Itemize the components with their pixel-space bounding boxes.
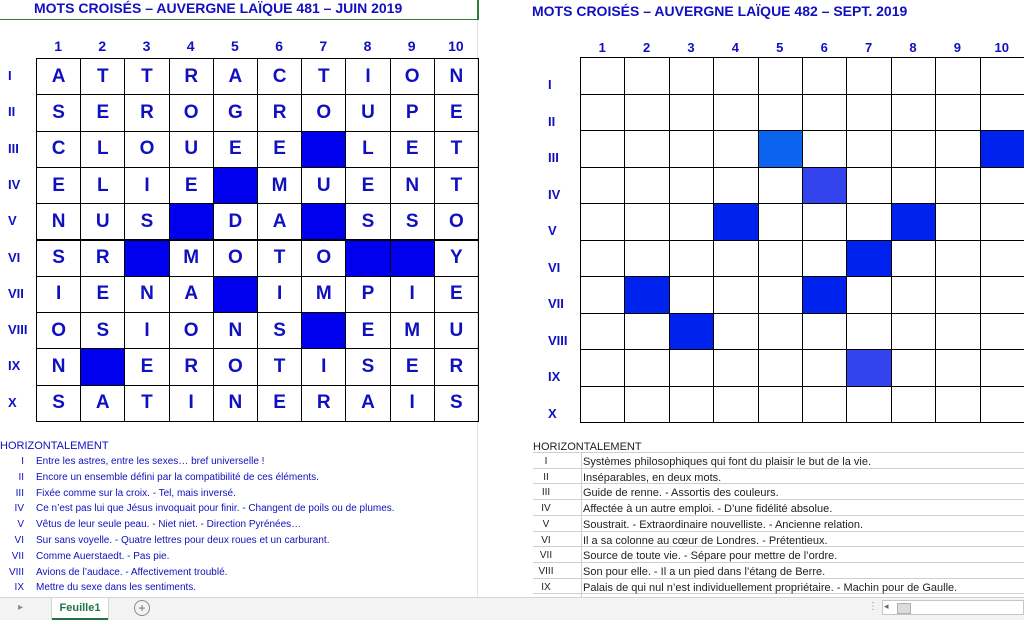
empty-cell	[846, 313, 891, 351]
black-square	[124, 240, 169, 277]
letter-cell: A	[213, 58, 258, 95]
letter-cell: E	[124, 348, 169, 385]
letter-cell: T	[124, 385, 169, 422]
selected-cell-border	[0, 19, 478, 20]
empty-cell	[713, 94, 758, 132]
letter-cell: Y	[434, 240, 479, 277]
empty-cell	[580, 386, 625, 424]
letter-cell: T	[257, 348, 302, 385]
empty-cell	[980, 276, 1024, 314]
letter-cell: N	[213, 385, 258, 422]
black-square	[169, 203, 214, 240]
black-square	[891, 203, 936, 241]
letter-cell: D	[213, 203, 258, 240]
clue-number: I	[21, 456, 24, 467]
column-number: 2	[642, 40, 651, 55]
row-label: V	[8, 213, 17, 229]
empty-cell	[980, 386, 1024, 424]
letter-cell: S	[36, 240, 81, 277]
black-square	[669, 313, 714, 351]
column-number: 8	[363, 38, 372, 54]
row-label: IX	[8, 358, 21, 374]
empty-cell	[935, 94, 980, 132]
black-square	[80, 348, 125, 385]
empty-cell	[802, 94, 847, 132]
letter-cell: O	[301, 240, 346, 277]
clue-text: Son pour elle. - Il a un pied dans l’étang de Berre.	[583, 565, 826, 578]
row-label: VIII	[8, 322, 28, 338]
clue-text: Affectée à un autre emploi. - D’une fidélité absolue.	[583, 503, 833, 516]
letter-cell: U	[345, 94, 390, 131]
letter-cell: E	[257, 131, 302, 168]
clue-number: IV	[14, 503, 24, 515]
column-number: 1	[54, 38, 62, 54]
letter-cell: S	[390, 203, 435, 240]
letter-cell: S	[345, 203, 390, 240]
empty-cell	[935, 240, 980, 278]
clue-text: Systèmes philosophiques qui font du plaisir le but de la vie.	[583, 456, 872, 468]
clue-text: Il a sa colonne au cœur de Londres. - Prétentieux.	[583, 534, 828, 547]
right-puzzle-title: MOTS CROISÉS – AUVERGNE LAÏQUE 482 – SEPT. 2019	[532, 3, 908, 19]
empty-cell	[802, 386, 847, 424]
empty-cell	[980, 349, 1024, 387]
letter-cell: L	[345, 131, 390, 168]
black-square	[301, 131, 346, 168]
letter-cell: N	[213, 312, 258, 349]
empty-cell	[758, 240, 803, 278]
horizontal-scrollbar[interactable]	[882, 600, 1024, 615]
letter-cell: N	[36, 203, 81, 240]
empty-cell	[624, 203, 669, 241]
column-number: 2	[98, 38, 107, 54]
letter-cell: E	[36, 167, 81, 204]
letter-cell: I	[301, 348, 346, 385]
empty-cell	[846, 130, 891, 168]
row-label: X	[8, 394, 17, 410]
empty-cell	[935, 386, 980, 424]
empty-cell	[980, 57, 1024, 95]
empty-cell	[713, 313, 758, 351]
clue-number: VIII	[8, 566, 24, 578]
empty-cell	[669, 276, 714, 314]
clue-text: Mettre du sexe dans les sentiments.	[36, 582, 197, 594]
letter-cell: A	[257, 203, 302, 240]
letter-cell: L	[80, 167, 125, 204]
black-square	[980, 130, 1024, 168]
empty-cell	[669, 167, 714, 205]
empty-cell	[713, 276, 758, 314]
letter-cell: M	[257, 167, 302, 204]
empty-cell	[846, 203, 891, 241]
letter-cell: U	[301, 167, 346, 204]
letter-cell: I	[390, 385, 435, 422]
black-square	[345, 240, 390, 277]
letter-cell: P	[390, 94, 435, 131]
letter-cell: T	[80, 58, 125, 95]
letter-cell: O	[301, 94, 346, 131]
letter-cell: I	[36, 276, 81, 313]
letter-cell: U	[80, 203, 125, 240]
row-label: I	[8, 68, 12, 83]
letter-cell: O	[36, 312, 81, 349]
letter-cell: E	[434, 276, 479, 313]
letter-cell: T	[434, 131, 479, 168]
empty-cell	[669, 57, 714, 95]
black-square	[301, 312, 346, 349]
column-number: 4	[731, 40, 739, 55]
empty-cell	[846, 94, 891, 132]
empty-cell	[758, 57, 803, 95]
empty-cell	[891, 94, 936, 132]
empty-cell	[891, 349, 936, 387]
column-number: 8	[909, 40, 917, 55]
letter-cell: R	[169, 348, 214, 385]
empty-cell	[758, 167, 803, 205]
empty-cell	[891, 167, 936, 205]
empty-cell	[624, 57, 669, 95]
row-label: I	[548, 77, 552, 92]
black-square	[390, 240, 435, 277]
letter-cell: T	[124, 58, 169, 95]
empty-cell	[802, 313, 847, 351]
row-label: IV	[8, 176, 21, 192]
letter-cell: A	[36, 58, 81, 95]
empty-cell	[713, 57, 758, 95]
letter-cell: S	[345, 348, 390, 385]
letter-cell: U	[169, 131, 214, 168]
empty-cell	[669, 386, 714, 424]
clue-number: VII	[539, 550, 553, 562]
letter-cell: R	[169, 58, 214, 95]
clue-number: IX	[14, 582, 24, 594]
row-label: VII	[8, 285, 24, 301]
empty-cell	[935, 57, 980, 95]
empty-cell	[846, 167, 891, 205]
column-number: 3	[687, 40, 695, 55]
letter-cell: E	[80, 276, 125, 313]
column-number: 5	[230, 38, 239, 54]
empty-cell	[758, 386, 803, 424]
letter-cell: S	[124, 203, 169, 240]
letter-cell: C	[36, 131, 81, 168]
black-square	[301, 203, 346, 240]
clue-number: I	[544, 456, 548, 467]
letter-cell: E	[345, 167, 390, 204]
row-label: X	[548, 405, 557, 421]
clue-number: VI	[541, 534, 551, 546]
letter-cell: E	[257, 385, 302, 422]
letter-cell: E	[390, 348, 435, 385]
selected-cell-edge	[477, 0, 479, 20]
empty-cell	[846, 386, 891, 424]
empty-cell	[669, 203, 714, 241]
clue-number: VII	[11, 550, 24, 562]
letter-cell: P	[345, 276, 390, 313]
empty-cell	[980, 167, 1024, 205]
clue-text: Guide de renne. - Assortis des couleurs.	[583, 487, 779, 500]
empty-cell	[802, 130, 847, 168]
letter-cell: I	[390, 276, 435, 313]
letter-cell: N	[36, 348, 81, 385]
clue-number: VI	[14, 535, 24, 546]
letter-cell: I	[124, 312, 169, 349]
empty-cell	[580, 203, 625, 241]
clue-number: IX	[541, 581, 551, 593]
letter-cell: U	[434, 312, 479, 349]
clue-text: Palais de qui nul n’est individuellement propriétaire. - Machin pour de Gaulle.	[583, 581, 958, 594]
scroll-left-arrow-icon[interactable]: ◂	[884, 601, 889, 611]
letter-cell: T	[301, 58, 346, 95]
column-number: 6	[275, 38, 283, 54]
letter-cell: M	[390, 312, 435, 349]
empty-cell	[624, 167, 669, 205]
row-label: IX	[548, 369, 561, 384]
clue-text: Vêtus de leur seule peau. - Niet niet. - Direction Pyrénées…	[36, 519, 302, 531]
empty-cell	[935, 130, 980, 168]
empty-cell	[758, 349, 803, 387]
black-square	[802, 276, 847, 314]
column-number: 9	[407, 38, 416, 54]
empty-cell	[935, 203, 980, 241]
black-square	[624, 276, 669, 314]
clue-number: V	[542, 518, 550, 530]
clue-number: IV	[541, 503, 551, 515]
empty-cell	[846, 276, 891, 314]
empty-cell	[758, 203, 803, 241]
letter-cell: R	[301, 385, 346, 422]
row-label: II	[548, 113, 556, 129]
clue-text: Soustrait. - Extraordinaire nouvelliste. - Ancienne relation.	[583, 518, 864, 531]
letter-cell: M	[301, 276, 346, 313]
row-label: V	[548, 223, 557, 238]
letter-cell: E	[390, 131, 435, 168]
empty-cell	[624, 130, 669, 168]
empty-cell	[580, 313, 625, 351]
letter-cell: I	[345, 58, 390, 95]
letter-cell: L	[80, 131, 125, 168]
empty-cell	[758, 276, 803, 314]
empty-cell	[846, 57, 891, 95]
column-number: 1	[598, 40, 606, 55]
letter-cell: E	[345, 312, 390, 349]
empty-cell	[580, 240, 625, 278]
clue-number: VIII	[538, 565, 554, 577]
black-square	[713, 203, 758, 241]
letter-cell: O	[213, 240, 258, 277]
row-label: VI	[548, 259, 561, 275]
empty-cell	[713, 167, 758, 205]
letter-cell: E	[80, 94, 125, 131]
clue-text: Fixée comme sur la croix. - Tel, mais inversé.	[36, 487, 236, 499]
empty-cell	[669, 240, 714, 278]
empty-cell	[758, 313, 803, 351]
letter-cell: M	[169, 240, 214, 277]
add-sheet-button[interactable]: +	[134, 600, 150, 616]
letter-cell: O	[213, 348, 258, 385]
row-label: IV	[548, 186, 561, 202]
letter-cell: O	[390, 58, 435, 95]
letter-cell: I	[169, 385, 214, 422]
black-square	[758, 130, 803, 168]
black-square	[213, 167, 258, 204]
letter-cell: A	[80, 385, 125, 422]
empty-cell	[802, 203, 847, 241]
empty-cell	[891, 130, 936, 168]
letter-cell: C	[257, 58, 302, 95]
clue-number: II	[543, 471, 549, 483]
letter-cell: O	[124, 131, 169, 168]
row-label: VI	[8, 249, 21, 265]
black-square	[213, 276, 258, 313]
empty-cell	[980, 240, 1024, 278]
letter-cell: S	[257, 312, 302, 349]
letter-cell: O	[434, 203, 479, 240]
empty-cell	[580, 94, 625, 132]
empty-cell	[624, 94, 669, 132]
letter-cell: E	[434, 94, 479, 131]
empty-cell	[713, 130, 758, 168]
letter-cell: I	[257, 276, 302, 313]
clue-number: III	[15, 487, 24, 499]
empty-cell	[580, 276, 625, 314]
row-label: III	[8, 140, 19, 156]
clue-number: II	[18, 471, 24, 483]
clue-text: Encore un ensemble défini par la compatibilité de ces éléments.	[36, 471, 319, 483]
clue-text: Inséparables, en deux mots.	[583, 471, 722, 484]
clue-text: Sur sans voyelle. - Quatre lettres pour deux roues et un carburant.	[36, 535, 330, 546]
empty-cell	[580, 349, 625, 387]
empty-cell	[802, 57, 847, 95]
empty-cell	[580, 130, 625, 168]
clue-number: V	[17, 519, 24, 531]
empty-cell	[935, 349, 980, 387]
letter-cell: I	[124, 167, 169, 204]
empty-cell	[713, 240, 758, 278]
row-label: VIII	[548, 332, 568, 348]
empty-cell	[891, 57, 936, 95]
letter-cell: R	[80, 240, 125, 277]
column-number: 9	[953, 40, 961, 55]
empty-cell	[580, 167, 625, 205]
column-number: 4	[186, 38, 195, 54]
empty-cell	[891, 386, 936, 424]
empty-cell	[891, 313, 936, 351]
column-number: 5	[776, 40, 784, 55]
letter-cell: N	[124, 276, 169, 313]
sheet-tab-feuille1[interactable]: Feuille1	[52, 598, 108, 620]
empty-cell	[669, 130, 714, 168]
empty-cell	[758, 94, 803, 132]
clue-text: Source de toute vie. - Sépare pour mettre de l’ordre.	[583, 550, 838, 563]
letter-cell: R	[257, 94, 302, 131]
column-number: 7	[319, 38, 328, 54]
letter-cell: R	[434, 348, 479, 385]
empty-cell	[891, 240, 936, 278]
clue-text: Ce n’est pas lui que Jésus invoquait pour finir. - Changent de poils ou de plumes.	[36, 503, 395, 515]
letter-cell: S	[36, 385, 81, 422]
empty-cell	[935, 167, 980, 205]
clue-text: Entre les astres, entre les sexes… bref universelle !	[36, 456, 265, 467]
column-number: 10	[448, 38, 464, 54]
empty-cell	[802, 349, 847, 387]
empty-cell	[624, 349, 669, 387]
black-square	[802, 167, 847, 205]
clue-text: Avions de l’audace. - Affectivement troublé.	[36, 566, 228, 578]
empty-cell	[713, 386, 758, 424]
scroll-tabs-left-icon[interactable]: ▸	[18, 602, 24, 613]
sheet-tab-bar	[0, 597, 1024, 620]
left-puzzle-title: MOTS CROISÉS – AUVERGNE LAÏQUE 481 – JUIN 2019	[34, 0, 403, 16]
empty-cell	[580, 57, 625, 95]
column-number: 10	[994, 40, 1010, 55]
letter-cell: S	[36, 94, 81, 131]
empty-cell	[980, 94, 1024, 132]
empty-cell	[935, 313, 980, 351]
empty-cell	[935, 276, 980, 314]
letter-cell: N	[434, 58, 479, 95]
row-label: VII	[548, 296, 564, 311]
empty-cell	[891, 276, 936, 314]
black-square	[846, 240, 891, 278]
empty-cell	[669, 94, 714, 132]
letter-cell: O	[169, 312, 214, 349]
black-square	[846, 349, 891, 387]
letter-cell: O	[169, 94, 214, 131]
row-label: II	[8, 104, 16, 120]
column-number: 6	[820, 40, 828, 55]
letter-cell: S	[80, 312, 125, 349]
empty-cell	[624, 240, 669, 278]
letter-cell: E	[169, 167, 214, 204]
clue-number: III	[541, 487, 551, 499]
column-number: 3	[142, 38, 151, 54]
empty-cell	[980, 203, 1024, 241]
letter-cell: G	[213, 94, 258, 131]
scrollbar-thumb[interactable]	[897, 603, 911, 614]
letter-cell: R	[124, 94, 169, 131]
letter-cell: S	[434, 385, 479, 422]
letter-cell: A	[345, 385, 390, 422]
letter-cell: E	[213, 131, 258, 168]
left-clues-header: HORIZONTALEMENT	[0, 440, 109, 452]
column-number: 7	[864, 40, 873, 55]
empty-cell	[980, 313, 1024, 351]
empty-cell	[802, 240, 847, 278]
letter-cell: A	[169, 276, 214, 313]
empty-cell	[669, 349, 714, 387]
empty-cell	[624, 386, 669, 424]
gridline	[581, 452, 582, 597]
letter-cell: T	[434, 167, 479, 204]
letter-cell: N	[390, 167, 435, 204]
empty-cell	[713, 349, 758, 387]
clue-text: Comme Auerstaedt. - Pas pie.	[36, 550, 170, 562]
letter-cell: T	[257, 240, 302, 277]
row-label: III	[548, 150, 559, 165]
right-clues-header: HORIZONTALEMENT	[533, 441, 642, 453]
empty-cell	[624, 313, 669, 351]
scrollbar-split-handle-icon[interactable]: ⋮	[868, 601, 878, 612]
